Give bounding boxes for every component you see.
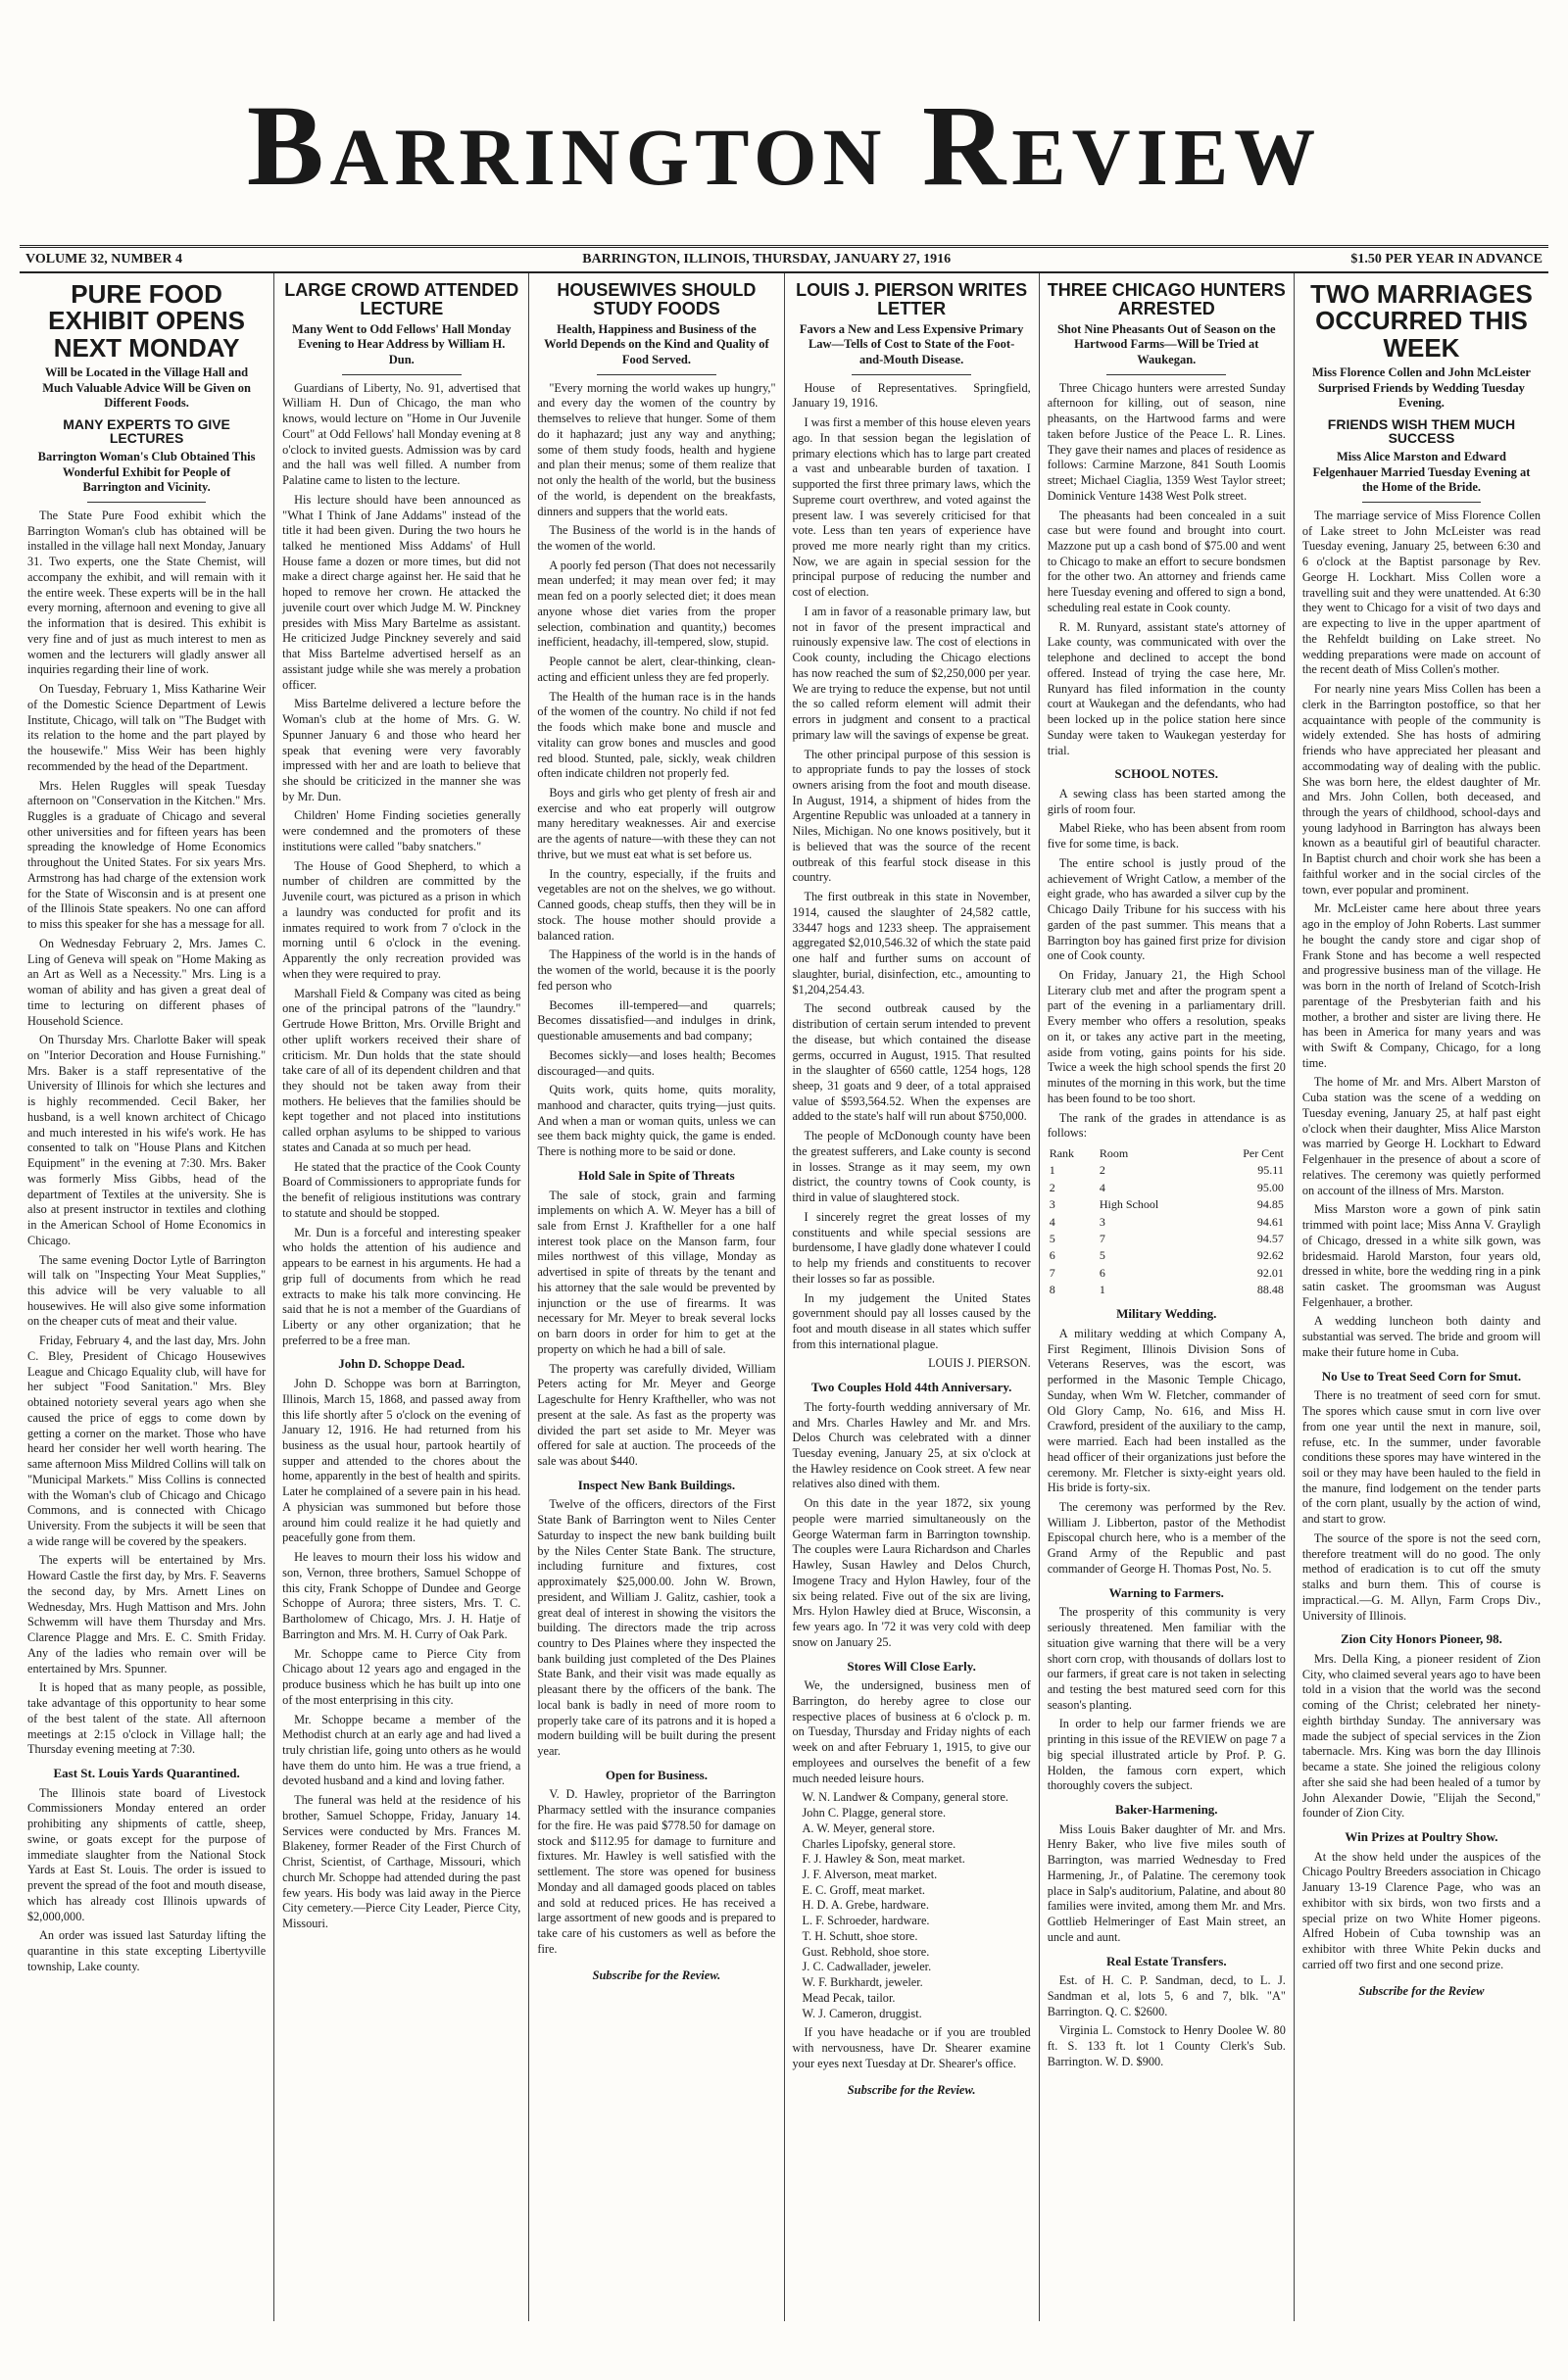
paragraph: The forty-fourth wedding anniversary of Mr. and Mrs. Charles Hawley and Mr. and Mrs. Delos Church was celebrated with a dinner Tuesday evening, January 25, at six o'clock at the Hawley residence on Cook street. A few near relatives also dined with them. [792,1399,1031,1491]
table-cell: 2 [1099,1163,1105,1178]
table-cell: 88.48 [1256,1282,1284,1296]
volume-number: VOLUME 32, NUMBER 4 [25,252,182,267]
article-body [27,1786,266,1975]
list-item: Mead Pecak, tailor. [802,1990,896,2005]
article-body [1302,1388,1541,1624]
headline: LOUIS J. PIERSON WRITES LETTER [796,280,1028,318]
table-cell: 4 [1049,1214,1055,1229]
table-cell: 94.85 [1256,1197,1284,1212]
article-body [1048,1822,1286,1946]
paragraph: On Wednesday February 2, Mrs. James C. Ling of Geneva will speak on "Home Making as an Art as Well as a Necessity." Mrs. Ling is a woman of ability and has given a great deal of time to lecturing on different phases of Household Science. [27,936,267,1028]
article-body [537,381,775,1160]
article-body [1048,1973,1286,2069]
table-row [1048,1180,1286,1196]
table-row [1048,1231,1286,1247]
attendance-table [1048,1145,1286,1298]
paragraph: In my judgement the United States government should pay all losses caused by the foot and mouth disease in all states which suffer from this international plague. [792,1290,1031,1351]
headline: THREE CHICAGO HUNTERS ARRESTED [1047,280,1286,318]
table-cell: 92.01 [1256,1265,1284,1280]
article-body [1302,509,1541,1361]
paragraph: Mr. Schoppe became a member of the Methodist church at an early age and had lived a truly christian life, going unto others as he would have them do unto him. He was a true friend, a devoted husband and a kind and loving father. [282,1712,521,1788]
subscribe-notice: Subscribe for the Review [1358,1983,1485,1998]
paragraph: The property was carefully divided, William Peters acting for Mr. Meyer and George Lageschulte for Henry Kraftheller, who was not present at the sale. As fast as the property was divided the part set aside to Mr. Meyer was offered for sale at auction. The proceeds of the sale was about $440. [537,1361,776,1469]
headline-secondary: MANY EXPERTS TO GIVE LECTURES [63,415,230,447]
list-item: W. N. Landwer & Company, general store. [802,1790,1008,1805]
subheading: Warning to Farmers. [1108,1584,1224,1600]
table-cell: 7 [1099,1231,1105,1245]
headline: LARGE CROWD ATTENDED LECTURE [284,280,519,318]
table-cell: 95.11 [1257,1163,1284,1178]
headline-deck: Favors a New and Less Expensive Primary Law—Tells of Cost to State of the Foot-and-Mouth Disease. [799,321,1024,367]
headline-deck: Miss Florence Collen and John McLeister Surprised Friends by Wedding Tuesday Evening. [1311,364,1531,411]
article-body [1048,381,1286,759]
paragraph: Mabel Rieke, who has been absent from room five for some time, is back. [1047,821,1286,851]
table-cell: 95.00 [1256,1180,1284,1194]
headline-deck: Health, Happiness and Business of the World Depends on the Kind and Quality of Food Served. [544,321,769,367]
article-body [27,509,266,1758]
paragraph: Miss Bartelme delivered a lecture before the Woman's club at the home of Mrs. G. W. Spunner January 6 and those who heard her speak that evening were very favorably impressed with her and are loath to believe that she should be criticized in the manner she was by Mr. Dun. [282,697,521,803]
article-body [793,1400,1031,1651]
paragraph: On Thursday Mrs. Charlotte Baker will speak on "Interior Decoration and House Furnishing." Mrs. Baker is a staff representative of the University of Illinois for which she lectures and is highly recommended. Cecil Baker, her husband, is a well known architect of Chicago and much interested in his wife's work. He has consented to talk on "House Plans and Kitchen Equipment" in the evening at 7:30. Mrs. Baker was formerly Miss Gibbs, head of the department of Textiles at the university. She is also at present instructor in textiles and clothing in the American School of Home Economics in Chicago. [27,1033,267,1247]
article-body [1048,1605,1286,1794]
paragraph: Mr. McLeister came here about three years ago in the employ of John Roberts. Last summer he bought the candy store and cigar shop of Frank Stone and has become a well respected and progressive business man of the village. He was born in the north of Ireland of Scotch-Irish parentage of the Presbyterian faith and his mother, a brother and sister are living there. He has been in America for many years and was with Swift & Company, Chicago, for a long time. [1301,901,1542,1070]
attendance-table-body [1048,1162,1286,1298]
subscribe-notice: Subscribe for the Review. [592,1967,721,1982]
paragraph: On this date in the year 1872, six young people were married simultaneously on the George Waterman farm in Barrington township. The couples were Laura Richardson and Charles Hawley, Susan Hawley and Delos Church, Imogene Tracy and Hylon Hawley, four of the six being related. Five out of the six are living, Mrs. Hylon Hawley died at Bruce, Wisconsin, a few years ago. In '72 it was very cold with deep snow on January 25. [792,1496,1031,1649]
article-body [1302,1652,1541,1821]
subheading: No Use to Treat Seed Corn for Smut. [1321,1368,1522,1384]
newspaper-page [20,20,1548,2341]
subscription-price: $1.50 PER YEAR IN ADVANCE [1350,252,1543,267]
paragraph: Miss Louis Baker daughter of Mr. and Mrs. Henry Baker, who live five miles south of Barrington, was married Wednesday to Fred Harmening, Jr., of Palatine. The ceremony took place in Salp's auditorium, Palatine, and about 80 families were invited, among them Mr. and Mrs. Gottlieb Helmeringer of East Main street, an uncle and aunt. [1047,1821,1286,1944]
table-cell: 7 [1049,1265,1055,1280]
article-body [793,2025,1031,2071]
dateline-bar [20,245,1548,273]
paragraph: The House of Good Shepherd, to which a number of children are committed by the Juvenile court, was pictured as a prison in which a laundry was conducted for profit and its inmates required to work from 7 o'clock in the morning until 6 o'clock in the evening. Apparently the only recreation provided was when they were required to pray. [282,858,521,981]
paragraph: He leaves to mourn their loss his widow and son, Vernon, three brothers, Samuel Schoppe of this city, Frank Schoppe of Dundee and George Schoppe of Aurora; three sisters, Mrs. T. C. Bartholomew of Chicago, Mrs. J. H. Hatje of Barrington and Mrs. M. H. Curry of Oak Park. [282,1550,521,1641]
article-body [793,415,1031,1352]
divider [1106,374,1226,375]
list-item: John C. Plagge, general store. [802,1806,947,1821]
table-cell: 6 [1049,1248,1055,1263]
table-cell: 1 [1049,1163,1055,1178]
paragraph: Mrs. Helen Ruggles will speak Tuesday afternoon on "Conservation in the Kitchen." Mrs. Ruggles is a graduate of Chicago and several other universities and for fifteen years has been spreading the knowledge of Home Economics throughout the United States. For six years Mrs. Armstrong has had charge of the extension work for the State of Wisconsin and is at present one of the Illinois State speakers. No one can afford to miss this speaker for she has a message for all. [27,778,267,932]
paragraph: R. M. Runyard, assistant state's attorney of Lake county, was communicated with over the telephone and declined to accept the bond offered. Instead of trying the case here, Mr. Runyard has filed information in the county court at Waukegan and the defendants, who had been locked up in the police station here since Sunday were taken to Waukegan yesterday for trial. [1047,619,1286,757]
headline-deck: Many Went to Odd Fellows' Hall Monday Evening to Hear Address by William H. Dun. [292,321,512,367]
paragraph: An order was issued last Saturday lifting the quarantine in this state excepting Libertyville township, Lake county. [27,1928,267,1973]
signature: LOUIS J. PIERSON. [928,1356,1031,1371]
paragraph: The Illinois state board of Livestock Commissioners Monday entered an order prohibiting any shipments of cattle, sheep, swine, or goats except for the purpose of immediate slaughter from the National Stock Yards at East St. Louis. The order is issued to prevent the spread of the foot and mouth disease, which has already cost Illinois upwards of $2,000,000. [27,1785,267,1923]
paragraph: The Happiness of the world is in the hands of the women of the world, because it is the poorly fed person who [537,947,776,993]
paragraph: Friday, February 4, and the last day, Mrs. John C. Bley, President of Chicago Housewives League and Chicago Equality club, will have for her subject "Food Sanitation." Mrs. Bley obtained notoriety several years ago when she caused the price of eggs to come down by getting a corner on the market. Those who have heard her consider her well worth hearing. The same afternoon Miss Mildred Collins will talk on "Municipal Markets." Miss Collins is connected with the Woman's club of Chicago and Chicago Commons, and is connected with Chicago University. From the subjects it will be seen that a wide range will be covered by the speakers. [27,1334,267,1548]
paragraph: Mr. Schoppe came to Pierce City from Chicago about 12 years ago and engaged in the produce business which he has built up into one of the most enterprising in this city. [282,1646,521,1707]
table-cell: 94.57 [1256,1231,1284,1245]
list-item: Charles Lipofsky, general store. [802,1836,956,1851]
paragraph: Becomes ill-tempered—and quarrels; Becomes dissatisfied—and indulges in drink, questionable amusements and bad company; [537,997,776,1044]
paragraph: Mr. Dun is a forceful and interesting speaker who holds the attention of his audience and appears to be earnest in his arguments. He had a grip full of documents from which he read extracts to make his talk more convincing. He said that he is not a member of the Guardians of Liberty or any other organization; that he preferred to be a free man. [282,1225,521,1347]
list-item: W. J. Cameron, druggist. [802,2006,922,2020]
column-5 [1040,273,1295,2321]
table-cell: 5 [1049,1231,1055,1245]
paragraph: We, the undersigned, business men of Barrington, do hereby agree to close our respective places of business at 6 o'clock p. m. on Tuesday, Thursday and Friday nights of each week on and after February 1, 1915, to give our employees and ourselves the benefit of a few much needed leisure hours. [792,1678,1031,1785]
paragraph: In the country, especially, if the fruits and vegetables are not on the shelves, we go without. Canned goods, cheap stuffs, then they will be in stock. The house mother should provide a balanced ration. [537,866,776,943]
table-header-cell: Per Cent [1243,1146,1284,1161]
list-item: F. J. Hawley & Son, meat market. [802,1852,965,1867]
paragraph: The ceremony was performed by the Rev. William J. Libberton, pastor of the Methodist Episcopal church here, who is a member of the Grand Army of the Republic and past commander of George H. Thomas Post, No. 5. [1047,1500,1286,1576]
paragraph: A poorly fed person (That does not necessarily mean underfed; it may mean over fed; it may mean fed on a poorly selected diet; it does mean anyone whose diet varies from the proper selection, combination and quantity,) becomes inefficient, headachy, ill-tempered, slow, stupid. [537,558,776,650]
paragraph: "Every morning the world wakes up hungry," and every day the women of the country by themselves to relieve that hunger. Some of them do it haphazard; just any way and anything; some of them study foods, health and hygiene and plan their menus; some of them realize that not only the health of the world, but the business of the world, is dependent on the breakfasts, dinners and suppers that the world eats. [537,380,776,518]
paragraph: I am in favor of a reasonable primary law, but not in favor of the present impractical and ruinously expensive law. The cost of elections in Cook county, including the Chicago elections has now reached the sum of $2,250,000 per year. We are trying to reduce the expense, but not until the so called reform element will admit their errors in judgment and consent to a practical primary law will the savings of expense be great. [792,604,1031,742]
paragraph: The rank of the grades in attendance is as follows: [1047,1110,1286,1141]
table-header-row [1048,1145,1286,1162]
paragraph: People cannot be alert, clear-thinking, clean-acting and efficient unless they are fed properly. [537,655,776,684]
paragraph: The pheasants had been concealed in a suit case but were found and brought into court. Mazzone put up a cash bond of $75.00 and went to Chicago to make an effort to secure bondsmen for the other two. An attorney and friends came here Tuesday evening and offered to sign a bond, scheduling real estate in Cook county. [1047,508,1286,614]
table-cell: High School [1099,1197,1159,1212]
table-row [1048,1282,1286,1298]
article-body [1048,787,1286,1141]
subheading: Zion City Honors Pioneer, 98. [1340,1631,1502,1647]
table-cell: 3 [1049,1197,1055,1212]
table-header-cell: Rank [1049,1146,1075,1161]
article-body [537,1787,775,1957]
headline: PURE FOOD EXHIBIT OPENS NEXT MONDAY [48,279,245,363]
list-item: H. D. A. Grebe, hardware. [802,1898,929,1913]
letterhead: House of Representatives. Springfield, January 19, 1916. [792,380,1031,411]
table-cell: 3 [1099,1214,1105,1229]
paragraph: Three Chicago hunters were arrested Sunday afternoon for killing, out of season, nine pheasants, on the Hartwood farms and were taken before Justice of the Peace L. R. Lines. They gave their names and places of residence as follows: Carmine Marzone, 841 South Loomis street; Michael Ciaglia, 1359 West Taylor street; Dominick Venture 1438 West Polk street. [1047,380,1286,503]
paragraph: V. D. Hawley, proprietor of the Barrington Pharmacy settled with the insurance companies for the fire. He was paid $778.50 for damage on stock and $112.95 for damage to furniture and fixtures. Mr. Hawley is well satisfied with the settlement. The store was opened for business Monday and all damaged goods placed on tables and sold at reduced prices. He has received a large assortment of new goods and is prepared to take care of his customers as well as before the fire. [537,1787,776,1956]
paragraph: The same evening Doctor Lytle of Barrington will talk on "Inspecting Your Meat Supplies," this advice will be very valuable to all housewives. He will also give some information on the cheaper cuts of meat and their value. [27,1252,267,1329]
list-item: J. C. Cadwallader, jeweler. [802,1960,932,1974]
signer-list [803,1790,1031,2021]
divider [597,374,716,375]
headline-deck: Will be Located in the Village Hall and Much Valuable Advice Will be Given on Different Foods. [42,364,251,411]
paragraph: In order to help our farmer friends we are printing in this issue of the REVIEW on page 7 a big special illustrated article by Prof. P. G. Holden, the famous corn expert, which thoroughly covers the subject. [1047,1717,1286,1793]
list-item: E. C. Groff, meat market. [802,1882,925,1897]
headline: HOUSEWIVES SHOULD STUDY FOODS [557,280,757,318]
paragraph: The entire school is justly proud of the achievement of Wright Catlow, a member of the eight grade, who has awarded a silver cup by the Chicago Daily Tribune for his success with his garden of the past summer. This means that a Barrington boy has gained first prize for division one of Cook county. [1047,855,1286,963]
paragraph: Virginia L. Comstock to Henry Doolee W. 80 ft. S. 133 ft. lot 1 County Clerk's Sub. Barrington. W. D. $900. [1047,2023,1286,2068]
list-item: Gust. Rebhold, shoe store. [802,1944,930,1959]
subheading: Two Couples Hold 44th Anniversary. [810,1380,1012,1395]
subheading: SCHOOL NOTES. [1114,766,1219,782]
column-2 [274,273,529,2321]
subheading: Real Estate Transfers. [1105,1953,1227,1968]
paragraph: For nearly nine years Miss Collen has been a clerk in the Barrington postoffice, so that her acquaintance with people of the community is widely extended. She has hosts of admiring friends who have appreciated her pleasant and accommodating way of dealing with the public. She was born here, the eldest daughter of Mr. and Mrs. John Collen, both deceased, and through the years of childhood, school-days and young ladyhood in Barrington has always been known as a beautiful girl of beautiful character. In Baptist church and choir work she has been a faithful worker and in the social circles of the town, ever popular and prominent. [1301,682,1542,897]
table-cell: 6 [1099,1265,1105,1280]
subheading: Open for Business. [605,1767,708,1782]
paragraph: If you have headache or if you are troubled with nervousness, have Dr. Shearer examine your eyes next Tuesday at Dr. Shearer's office. [792,2025,1031,2070]
table-row [1048,1162,1286,1179]
paragraph: Quits work, quits home, quits morality, manhood and character, quits trying—just quits. And when a man or woman quits, unless we can see them back mighty quick, the game is ended. There is nothing more to be said or done. [537,1083,776,1159]
headline: TWO MARRIAGES OCCURRED THIS WEEK [1310,279,1533,363]
paragraph: I was first a member of this house eleven years ago. In that session began the legislation of primary elections which has to large part created a vast and unbearable burden of taxation. I supported the first three primary laws, which the Supreme court overthrew, and voted against the present law. I was severely criticised for that vote. Less than ten years of experience have proved me more nearly right than my critics. Now, we are again in special session for the principal purpose of reducing the number and cost of election. [792,415,1031,600]
paragraph: Guardians of Liberty, No. 91, advertised that William H. Dun of Chicago, the man who knows, would lecture on "Home in Our Juvenile Court" at Odd Fellows' hall Monday evening at 8 o'clock to invited guests. Admission was by card and the hall was well filled. A number from Palatine came to listen to the lecture. [282,380,521,488]
table-cell: 8 [1049,1282,1055,1296]
masthead [20,20,1548,245]
paragraph: The home of Mr. and Mrs. Albert Marston of Cuba station was the scene of a wedding on Tuesday evening, January 25, at half past eight o'clock when their daughter, Miss Alice Marston was married by George H. Lockhart to Edward Felgenhauer in the presence of about a score of relatives. The ceremony was quietly performed on account of the illness of Mrs. Marston. [1301,1075,1542,1197]
paragraph: A military wedding at which Company A, First Regiment, Illinois Division Sons of Veterans Reserves, was the escort, was performed in the Masonic Temple Chicago, Sunday, when Wm W. Fletcher, commander of Old Glory Camp, No. 616, and Miss H. Crawford, president of the auxiliary to the camp, were married. Each had been installed as the head officer of their organizations just before the ceremony. Mr. Fletcher is sixty-eight years old. His bride is forty-six. [1047,1326,1286,1495]
newspaper-title: Barrington Review [246,81,1322,210]
paragraph: Twelve of the officers, directors of the First State Bank of Barrington went to Niles Center Saturday to inspect the new bank building built by the Niles Center State Bank. The structure, including furniture and fixtures, cost approximately $25,000.00. John W. Brown, president, and William J. Galitz, cashier, took a great deal of interest in showing the visitors the building. The directors made the trip across country to Des Plaines where they inspected the bank building just completed of the Des Plaines State Bank, and their visit was made equally as pleasant there by the officers of the bank. The local bank is badly in need of more room to properly take care of its patrons and it is hoped a modern building will be built during the present year. [537,1497,776,1759]
paragraph: Est. of H. C. P. Sandman, decd, to L. J. Sandman et al, lots 5, 6 and 7, blk. "A" Barrington. Q. C. $2600. [1047,1973,1286,2018]
paragraph: There is no treatment of seed corn for smut. The spores which cause smut in corn live over from one year until the next in manure, soil, refuse, etc. In the summer, under favorable conditions these spores may have wintered in the soil or they may have been hauled to the field in the manure, find lodgement on the tender parts of the corn plant, usually by the action of wind, and start to grow. [1301,1388,1542,1527]
paragraph: On Friday, January 21, the High School Literary club met and after the program spent a part of the evening in a parliamentary drill. Every member who offers a resolution, speaks on it, or takes any active part in the meeting, aside from voting, gains points for his side. Twice a week the high school spends the first 20 minutes of the morning in this work, but the time has been found to be too short. [1047,967,1286,1105]
divider [342,374,462,375]
paragraph: On Tuesday, February 1, Miss Katharine Weir of the Domestic Science Department of Lewis Institute, Chicago, will talk on "The Budget with its relation to the home and the part played by the housewife." Miss Weir has been highly recommended by the head of the Department. [27,682,267,773]
paragraph: The prosperity of this community is very seriously threatened. Men familiar with the situation give warning that there will be a very short corn crop, with thousands of dollars lost to our farmers, if great care is not taken in selecting and testing the best matured seed corn for this season's planting. [1047,1605,1286,1712]
article-body [1302,1850,1541,1973]
table-cell: 2 [1049,1180,1055,1194]
paragraph: The marriage service of Miss Florence Collen of Lake street to John McLeister was read Tuesday evening, January 25, between 6:30 and 6 o'clock at the Baptist parsonage by Rev. George H. Lockhart. Miss Collen wore a travelling suit and they were unattended. At 6:30 they went to Chicago for a visit of two days and are expecting to live in the upper apartment of the Rehfeldt building on Lake street. No wedding preparations were made on account of the recent death of Miss Collen's mother. [1301,509,1542,677]
paragraph: Boys and girls who get plenty of fresh air and exercise and who eat properly will outgrow many hereditary weaknesses. Air and exercise are the agents of nature—with these they can not thrive, but we must eat what is set before us. [537,786,776,861]
list-item: W. F. Burkhardt, jeweler. [802,1975,923,1990]
paragraph: The first outbreak in this state in November, 1914, caused the slaughter of 24,582 cattle, 33447 hogs and 1233 sheep. The appraisement aggregated $2,010,546.32 of which the state paid one half and further sums on account of slaughter, burial, disinfection, etc., amounting to $1,204,254.43. [792,890,1031,996]
paragraph: The experts will be entertained by Mrs. Howard Castle the first day, by Mrs. F. Seaverns the second day, by Mrs. Arnett Lines on Wednesday, Mrs. Hugh Mattison and Mrs. John Schwemm will have them Thursday and Mrs. Clarence Plagge and Mrs. E. C. Smith Friday. Any of the ladies who remain over will be entertained by Mrs. Spunner. [27,1553,267,1676]
article-body [282,1377,520,1932]
divider [1362,502,1482,503]
paragraph: I sincerely regret the great losses of my constituents and while special sessions are burdensome, I have gladly done whatever I could to help my friends and constituents to recover their losses so far as possible. [792,1209,1031,1286]
paragraph: He stated that the practice of the Cook County Board of Commissioners to appropriate funds for the benefit of religious institutions was contrary to statute and should be stopped. [282,1159,521,1220]
subheading: Inspect New Bank Buildings. [577,1477,736,1492]
paragraph: Children' Home Finding societies generally were condemned and the promoters of these institutions were called "baby snatchers." [282,808,521,853]
article-body [1048,1327,1286,1578]
subheading: Win Prizes at Poultry Show. [1345,1829,1498,1845]
subheading: East St. Louis Yards Quarantined. [53,1766,240,1781]
list-item: L. F. Schroeder, hardware. [802,1914,930,1928]
paragraph: Mrs. Della King, a pioneer resident of Zion City, who claimed several years ago to have been told in a vision that the world was the second coming of the Christ; celebrated her ninety-eighth birthday Sunday. The anniversary was made the subject of special services in the Zion tabernacle. Mrs. King was born the day Illinois became a state. She joined the religious colony after she said she had been healed of a tumor by John Alexander Dowie, "Elijah the Second," founder of Zion City. [1301,1651,1542,1821]
subscribe-notice: Subscribe for the Review. [847,2082,976,2097]
paragraph: The people of McDonough county have been the greatest sufferers, and Lake county is second in losses. Strange as it may seem, my own district, the country towns of Cook county, is third in value of slaughtered stock. [792,1129,1031,1205]
table-cell: 4 [1099,1180,1105,1194]
paragraph: The State Pure Food exhibit which the Barrington Woman's club has obtained will be installed in the village hall next Monday, January 31. Two experts, one the State Chemist, will accompany the exhibit, and will remain with it the entire week. These experts will be in the hall every morning, afternoon and evening to give all the information that is desired. This exhibit is very fine and of just as much interest to men as women and the lecturers will gladly answer all inquiries regarding their line of work. [27,509,267,677]
paragraph: The funeral was held at the residence of his brother, Samuel Schoppe, Friday, January 14. Services were conducted by Mrs. Frances M. Blakeney, former Reader of the First Church of Christ, Scientist, of Carthage, Missouri, which church Mr. Schoppe had attended during the past few years. His body was laid away in the Pierce City cemetery.—Pierce City Leader, Pierce City, Missouri. [282,1793,521,1931]
paragraph: His lecture should have been announced as "What I Think of Jane Addams" instead of the title it had been given. During the two hours he talked he mentioned Miss Addams' of Hull House fame a dozen or more times, but did not make a direct charge against her. He said that he hoped to remove her crown. He attacked the juvenile court over which Judge M. W. Pinckney presides with Miss Mary Bartelme as assistant. He criticized Judge Pinckney severely and said that Miss Bartelme advertised herself as an assistant judge while she was merely a probation officer. [282,492,521,692]
column-3 [529,273,784,2321]
dateline: BARRINGTON, ILLINOIS, THURSDAY, JANUARY 27, 1916 [582,252,952,267]
subheading: Stores Will Close Early. [847,1658,976,1674]
article-body [537,1189,775,1470]
table-row [1048,1247,1286,1264]
column-6 [1295,273,1548,2321]
headline-deck: Shot Nine Pheasants Out of Season on the Hartwood Farms—Will be Tried at Waukegan. [1056,321,1276,367]
paragraph: The Health of the human race is in the hands of the women of the country. No child if not fed the foods which make bone and muscle and vitality can grow bones and muscles and good red blood. Stunted, pale, sickly, weak children often indicate children not properly fed. [537,689,776,781]
list-item: T. H. Schutt, shoe store. [802,1928,918,1943]
subheading: Baker-Harmening. [1114,1802,1218,1818]
column-1 [20,273,274,2321]
paragraph: The second outbreak caused by the distribution of certain serum intended to prevent the disease, but which contained the disease germs, occurred in August, 1915. That resulted in the slaughter of 6560 cattle, 1254 hogs, 128 sheep, 31 goats and 9 deer, of a total appraised value of $593,564.52. When the expenses are added to the state's half will run about $750,000. [792,1001,1031,1124]
headline-deck: Miss Alice Marston and Edward Felgenhauer Married Tuesday Evening at the Home of the Bride. [1312,450,1531,495]
article-body [793,1678,1031,1786]
table-header-cell: Room [1099,1146,1129,1161]
table-row [1048,1196,1286,1213]
table-cell: 92.62 [1256,1248,1284,1263]
paragraph: The sale of stock, grain and farming implements on which A. W. Meyer has a bill of sale from Ernst J. Kraftheller for a one half interest took place on the Manson farm, four miles northwest of this village, Monday as advertised in spite of threats by the tenant and his attorney that the sale would be prevented by injunction or the use of firearms. It was necessary for Mr. Meyer to break several locks on barn doors in order for him to get at the property on which he had a bill of sale. [537,1188,776,1356]
list-item: A. W. Meyer, general store. [802,1821,935,1835]
paragraph: Marshall Field & Company was cited as being one of the principal patrons of the "laundry." Gertrude Howe Britton, Mrs. Orville Bright and other uplift workers received their share of criticism. Mr. Dun holds that the state should take care of all of its dependent children and that they should not be taken away from their mothers. He believes that the families should be kept together and not placed into institutions called orphan asylums to be shipped to various states and Canada at so much per head. [282,986,521,1154]
subheading: Military Wedding. [1116,1306,1217,1322]
headline-secondary: FRIENDS WISH THEM MUCH SUCCESS [1327,415,1516,447]
paragraph: The other principal purpose of this session is to appropriate funds to pay the losses of stock owners arising from the foot and mouth disease. In August, 1914, a shipment of hides from the Argentine Republic was unloaded at a tannery in Niles, Michigan. No one knows positively, but it is believed that was the source of the recent outbreak of this fearful stock disease in this country. [792,747,1031,885]
paragraph: A wedding luncheon both dainty and substantial was served. The bride and groom will make their future home in Cuba. [1301,1314,1542,1359]
paragraph: John D. Schoppe was born at Barrington, Illinois, March 15, 1868, and passed away from this life shortly after 5 o'clock on the evening of January 12, 1916. He had returned from his business as the usual hour, partook heartily of supper and attended to the chores about the home, apparently in the best of health and spirits. Later he complained of a severe pain in his head. A physician was summoned but before those around him could realize it he had quietly and peacefully gone from them. [282,1377,521,1545]
subheading: Hold Sale in Spite of Threats [578,1167,735,1183]
table-row [1048,1214,1286,1231]
table-cell: 1 [1099,1282,1105,1296]
paragraph: The Business of the world is in the hands of the women of the world. [537,523,776,553]
headline-deck: Barrington Woman's Club Obtained This Wonderful Exhibit for People of Barrington and Vicinity. [37,450,256,495]
paragraph: Miss Marston wore a gown of pink satin trimmed with point lace; Miss Anna V. Grayligh of Chicago, dressed in a white silk gown, was bridesmaid. Harold Marston, four years old, dressed in white, bore the wedding ring in a pink satin casket. The groomsman was August Felgenhauer, a brother. [1301,1202,1542,1309]
paragraph: Becomes sickly—and loses health; Becomes discouraged—and quits. [537,1047,776,1078]
paragraph: At the show held under the auspices of the Chicago Poultry Breeders association in Chicago January 13-19 Clarence Page, who was an exhibitor with six birds, won two firsts and a special prize on two White Homer pigeons. Alfred Hobein of Cuba township was an exhibitor with three White Pekin ducks and carried off two first and one second prize. [1301,1849,1542,1971]
table-row [1048,1265,1286,1282]
paragraph: The source of the spore is not the seed corn, therefore treatment will do no good. The only method of eradication is to cut off the smuty stalks and burn them. This of course is impractical.—G. M. Allyn, Farm Crops Div., University of Illinois. [1301,1530,1542,1623]
divider [87,502,207,503]
paragraph: A sewing class has been started among the girls of room four. [1047,786,1286,816]
list-item: J. F. Alverson, meat market. [802,1868,938,1881]
divider [852,374,971,375]
article-body [537,1497,775,1759]
table-cell: 94.61 [1256,1214,1284,1229]
column-4 [785,273,1040,2321]
article-columns [20,273,1548,2321]
paragraph: It is hoped that as many people, as possible, take advantage of this opportunity to hear some of the best talent of the state. All afternoon meetings at 2:15 o'clock in Village hall; the Thursday evening meeting at 7:30. [27,1680,267,1757]
table-cell: 5 [1099,1248,1105,1263]
subheading: John D. Schoppe Dead. [338,1356,466,1372]
article-body [282,381,520,1349]
